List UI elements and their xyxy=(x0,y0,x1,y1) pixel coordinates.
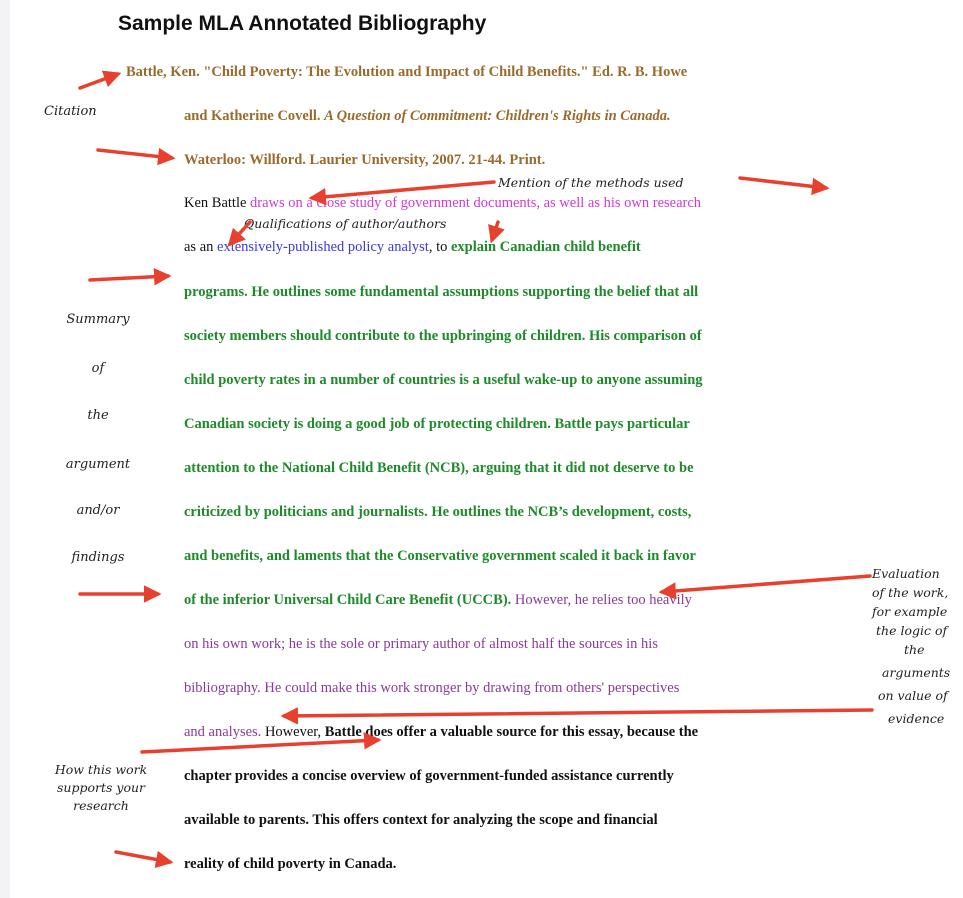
summary-line: society members should contribute to the upbringing of children. His comparison of xyxy=(184,328,702,344)
citation-line-2 xyxy=(184,107,671,125)
page-title: Sample MLA Annotated Bibliography xyxy=(118,12,487,35)
annotation-summary-5: and/or xyxy=(76,503,120,518)
methods-text: draws on a close study of government documents, as well as his own research xyxy=(250,195,702,211)
annotation-summary-1: Summary xyxy=(66,312,130,327)
annotation-evaluation-2: of the work, xyxy=(872,585,949,600)
author-name: Ken Battle xyxy=(184,195,251,211)
qualifications-text: extensively-published policy analyst xyxy=(217,239,429,255)
citation-line-1: Battle, Ken. "Child Poverty: The Evolution and Impact of Child Benefits." Ed. R. B. Howe xyxy=(126,64,688,80)
evaluation-line: bibliography. He could make this work stronger by drawing from others' perspectives xyxy=(184,680,680,696)
annotation-methods: Mention of the methods used xyxy=(498,175,684,190)
annotation-qualifications: Qualifications of author/authors xyxy=(244,216,447,231)
annotation-summary-4: argument xyxy=(65,457,131,472)
supports-line: chapter provides a concise overview of government-funded assistance currently xyxy=(184,768,674,784)
summary-line: and benefits, and laments that the Conservative government scaled it back in favor xyxy=(184,548,696,564)
annotation-evaluation-6: arguments xyxy=(882,665,951,680)
body-line-4 xyxy=(184,194,701,212)
body-line-5 xyxy=(184,238,641,256)
supports-line: available to parents. This offers context for analyzing the scope and financial xyxy=(184,812,658,828)
annotation-citation: Citation xyxy=(44,104,97,119)
annotation-evaluation-1: Evaluation xyxy=(872,566,940,581)
annotation-supports-3: research xyxy=(73,798,129,813)
annotation-supports-1: How this work xyxy=(54,762,148,777)
summary-line: programs. He outlines some fundamental assumptions supporting the belief that all xyxy=(184,284,699,300)
summary-line: criticized by politicians and journalists. He outlines the NCB’s development, costs, xyxy=(184,504,692,520)
annotation-evaluation-5: the xyxy=(904,642,925,657)
evaluation-text: and analyses. xyxy=(184,724,265,740)
annotation-summary-3: the xyxy=(87,408,109,423)
evaluation-line: on his own work; he is the sole or primary author of almost half the sources in his xyxy=(184,636,658,652)
body-text: as an xyxy=(184,239,218,255)
citation-authors: and Katherine Covell. xyxy=(184,108,325,124)
citation-book-title: A Question of Commitment: Children's Rights in Canada. xyxy=(324,108,671,124)
summary-text: of the inferior Universal Child Care Benefit (UCCB). xyxy=(184,592,515,608)
summary-text: explain Canadian child benefit xyxy=(451,239,641,255)
annotation-evaluation-7: on value of xyxy=(878,688,948,703)
summary-line: attention to the National Child Benefit (NCB), arguing that it did not deserve to be xyxy=(184,460,694,476)
annotation-evaluation-3: for example xyxy=(872,604,948,619)
annotation-evaluation-4: the logic of xyxy=(876,623,948,638)
annotation-summary-2: of xyxy=(91,361,105,376)
summary-line: child poverty rates in a number of countries is a useful wake-up to anyone assuming xyxy=(184,372,703,388)
body-text: However, xyxy=(264,724,325,740)
summary-line: Canadian society is doing a good job of protecting children. Battle pays particular xyxy=(184,416,690,432)
body-text: , to xyxy=(428,239,451,255)
body-line-13 xyxy=(184,591,692,609)
citation-line-3: Waterloo: Willford. Laurier University, 2007. 21-44. Print. xyxy=(184,152,546,168)
supports-line: reality of child poverty in Canada. xyxy=(184,856,397,872)
annotation-summary-6: findings xyxy=(71,550,125,565)
annotation-evaluation-8: evidence xyxy=(888,711,945,726)
annotation-supports-2: supports your xyxy=(57,780,145,795)
supports-text: Battle does offer a valuable source for this essay, because the xyxy=(324,724,699,740)
evaluation-text: However, he relies too heavily xyxy=(514,592,692,608)
body-line-16 xyxy=(184,723,698,741)
